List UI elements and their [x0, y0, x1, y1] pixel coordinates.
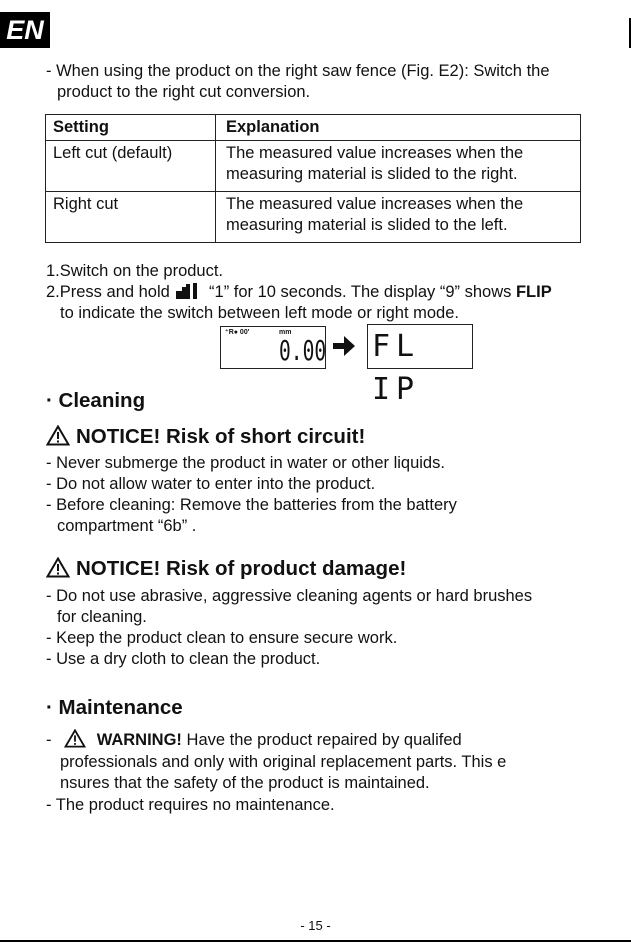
table-cell-setting: Left cut (default) [46, 141, 216, 192]
list-item: - Use a dry cloth to clean the product. [46, 650, 321, 668]
warning-line [46, 729, 462, 751]
hold-button-icon [176, 283, 198, 299]
list-item: compartment “6b” . [57, 517, 197, 535]
language-badge: EN [0, 12, 50, 48]
warning-text: Have the product repaired by qualifed [186, 731, 462, 749]
warning-triangle-icon [46, 425, 70, 446]
warning-triangle-icon [64, 729, 86, 748]
explanation-line: measuring material is slided to the left. [226, 216, 508, 234]
notice-title: NOTICE! Risk of short circuit! [76, 425, 366, 448]
step-2-start: 2.Press and hold [46, 283, 170, 301]
lcd-display-flip: FL IP [367, 324, 473, 369]
lcd-unit: mm [279, 329, 292, 336]
warning-dash: - [46, 731, 52, 749]
table-header-explanation: Explanation [216, 115, 581, 141]
table-row [46, 192, 581, 243]
list-item: - Before cleaning: Remove the batteries from the battery [46, 496, 457, 514]
notice-short-circuit [46, 424, 365, 450]
step-1: 1.Switch on the product. [46, 262, 224, 280]
explanation-line: measuring material is slided to the right. [226, 165, 518, 183]
table-row [46, 141, 581, 192]
warning-label: WARNING! [96, 731, 182, 749]
notice-product-damage [46, 556, 406, 582]
warning-triangle-icon [46, 557, 70, 578]
page-number: - 15 - [300, 918, 331, 933]
explanation-line: The measured value increases when the [226, 144, 524, 162]
intro-line-1: - When using the product on the right saw fence (Fig. E2): Switch the [46, 62, 550, 80]
maintenance-heading: · Maintenance [46, 696, 183, 719]
step-2-flip: FLIP [515, 283, 552, 301]
list-item: - Do not allow water to enter into the product. [46, 475, 376, 493]
table-cell-setting: Right cut [46, 192, 216, 243]
step-2-continued: to indicate the switch between left mode or right mode. [60, 304, 459, 322]
notice-title: NOTICE! Risk of product damage! [76, 557, 407, 580]
bottom-rule [0, 940, 631, 942]
list-item: - Keep the product clean to ensure secure work. [46, 629, 398, 647]
arrow-right-icon [331, 333, 357, 359]
warning-line-3: nsures that the safety of the product is maintained. [60, 774, 430, 792]
step-2-middle: “1” for 10 seconds. The display “9” shows [209, 283, 512, 301]
table-cell-explanation [216, 141, 581, 192]
warning-line-2: professionals and only with original replacement parts. This e [60, 753, 507, 771]
list-item: - Never submerge the product in water or other liquids. [46, 454, 445, 472]
lcd-indicators: ⁺R● 00' [225, 329, 250, 336]
step-2 [46, 282, 552, 303]
table-header-row [46, 115, 581, 141]
cleaning-heading: · Cleaning [46, 389, 146, 412]
lcd-display-before [220, 326, 326, 369]
list-item: - Do not use abrasive, aggressive cleaning agents or hard brushes [46, 587, 533, 605]
maintenance-note: - The product requires no maintenance. [46, 796, 335, 814]
explanation-line: The measured value increases when the [226, 195, 524, 213]
settings-table [45, 114, 581, 243]
list-item: for cleaning. [57, 608, 147, 626]
intro-line-2: product to the right cut conversion. [57, 83, 311, 101]
table-header-setting: Setting [46, 115, 216, 141]
table-cell-explanation [216, 192, 581, 243]
lcd-value: 0.00 [279, 334, 327, 367]
